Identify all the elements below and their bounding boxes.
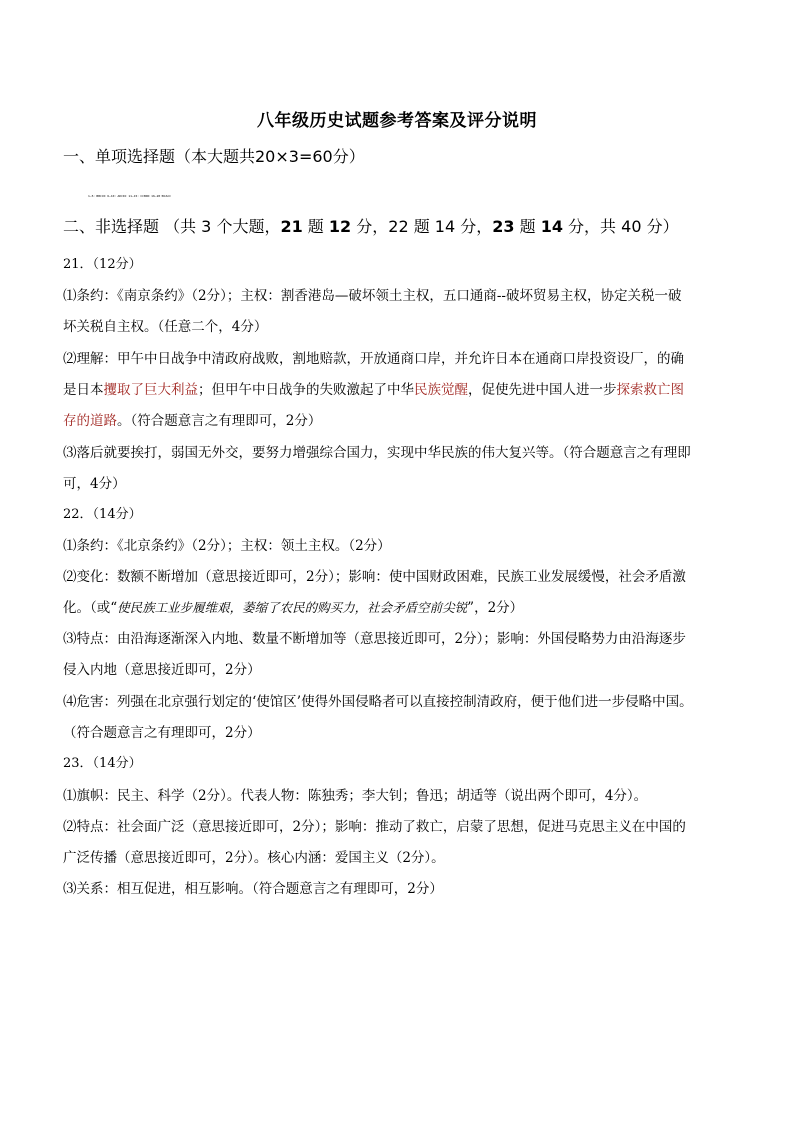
section2-heading-g: 题 <box>514 217 541 236</box>
q22-number: 22．（14分） <box>63 507 142 522</box>
q21-part2-text-end: 。（符合题意言之有理即可，2分） <box>117 413 322 429</box>
q22-part1: ⑴条约：《北京条约》（2分）；主权：领土主权。（2分） <box>63 538 391 554</box>
q21-part3-line1: ⑶落后就要挨打，弱国无外交，要努力增强综合国力，实现中华民族的伟大复兴等。（符合题意言之有理即 <box>63 445 691 461</box>
q21-part2-text-c: ；但甲午中日战争的失败激起了中华 <box>198 382 414 398</box>
section2-heading-e: 分，22 题 14 分， <box>351 217 493 236</box>
section2-heading-f: 23 <box>492 217 515 236</box>
q22-part4-line2: （符合题意言之有理即可，2分） <box>63 725 261 741</box>
q22-part2-text-a: 化。（或“ <box>63 600 118 616</box>
section2-heading-a: 二、非选择题 （共 3 个大题， <box>63 217 281 236</box>
q21-part2-text-e: ，促使先进中国人进一步 <box>468 382 617 398</box>
section2-heading-i: 分，共 40 分） <box>562 217 679 236</box>
q23-number: 23．（14分） <box>63 756 142 771</box>
q21-part2-line1: ⑵理解：甲午中日战争中清政府战败，割地赔款，开放通商口岸，并允许日本在通商口岸投资设厂，的确 <box>63 351 684 367</box>
q22-part3-line2: 侵入内地（意思接近即可，2分） <box>63 662 261 678</box>
section2-heading <box>63 218 733 236</box>
section2-heading-h: 14 <box>540 217 563 236</box>
q21-part2-highlight-explore: 探索救亡图 <box>616 382 684 398</box>
section2-heading-d: 12 <box>328 217 352 236</box>
section2-heading-b: 21 <box>280 217 303 236</box>
q21-part2-highlight-road: 存的道路 <box>63 413 117 429</box>
q22-part3-line1: ⑶特点：由沿海逐渐深入内地、数量不断增加等（意思接近即可，2分）；影响：外国侵略势力由沿海逐步 <box>63 631 686 647</box>
q21-part3-line2: 可，4分） <box>63 476 126 492</box>
section1-heading: 一、单项选择题（本大题共20×3=60分） <box>63 147 365 166</box>
q21-part2-highlight-benefit: 攫取了巨大利益 <box>103 382 198 398</box>
q21-part1-line2: 坏关税自主权。（任意二个，4分） <box>63 319 268 335</box>
q23-part1: ⑴旗帜：民主、科学（2分）。代表人物：陈独秀；李大钊；鲁迅；胡适等（说出两个即可，4分）。 <box>63 788 648 804</box>
q21-part2-text-a: 是日本 <box>63 382 104 398</box>
q23-part2-line2: 广泛传播（意思接近即可，2分）。核心内涵：爱国主义（2分）。 <box>63 850 445 866</box>
q22-part2-text-c: ”，2分） <box>467 600 524 616</box>
q21-part1-line1: ⑴条约：《南京条约》（2分）；主权：割香港岛—破坏领土主权，五口通商--破坏贸易主权，协定关税一破 <box>63 288 682 304</box>
q21-part2-highlight-awakening: 民族觉醒 <box>414 382 468 398</box>
q23-part2-line1: ⑵特点：社会面广泛（意思接近即可，2分）；影响：推动了救亡，启蒙了思想，促进马克思主义在中国的 <box>63 819 686 835</box>
q22-part4-line1: ⑷危害：列强在北京强行划定的‘使馆区’使得外国侵略者可以直接控制清政府，便于他们进一步侵略中国。 <box>63 694 693 710</box>
q22-part2-line2 <box>63 599 733 617</box>
q23-part3: ⑶关系：相互促进，相互影响。（符合题意言之有理即可，2分） <box>63 881 443 897</box>
q21-part2-line3 <box>63 412 733 430</box>
page-title: 八年级历史试题参考答案及评分说明 <box>257 111 537 131</box>
q21-number: 21．（12分） <box>63 257 142 272</box>
q21-part2-line2 <box>63 381 733 399</box>
q22-part2-quote: 使民族工业步履维艰，萎缩了农民的购买力，社会矛盾空前尖锐 <box>117 600 468 615</box>
section2-heading-c: 题 <box>302 217 329 236</box>
q22-part2-line1: ⑵变化：数额不断增加（意思接近即可，2分）；影响：使中国财政困难，民族工业发展缓慢，社会矛盾激 <box>63 569 686 585</box>
choice-answers: 1—5：BBCCD 6—10：ADCDC 11—15：CCBDD 16—20:BCACC <box>88 194 172 198</box>
